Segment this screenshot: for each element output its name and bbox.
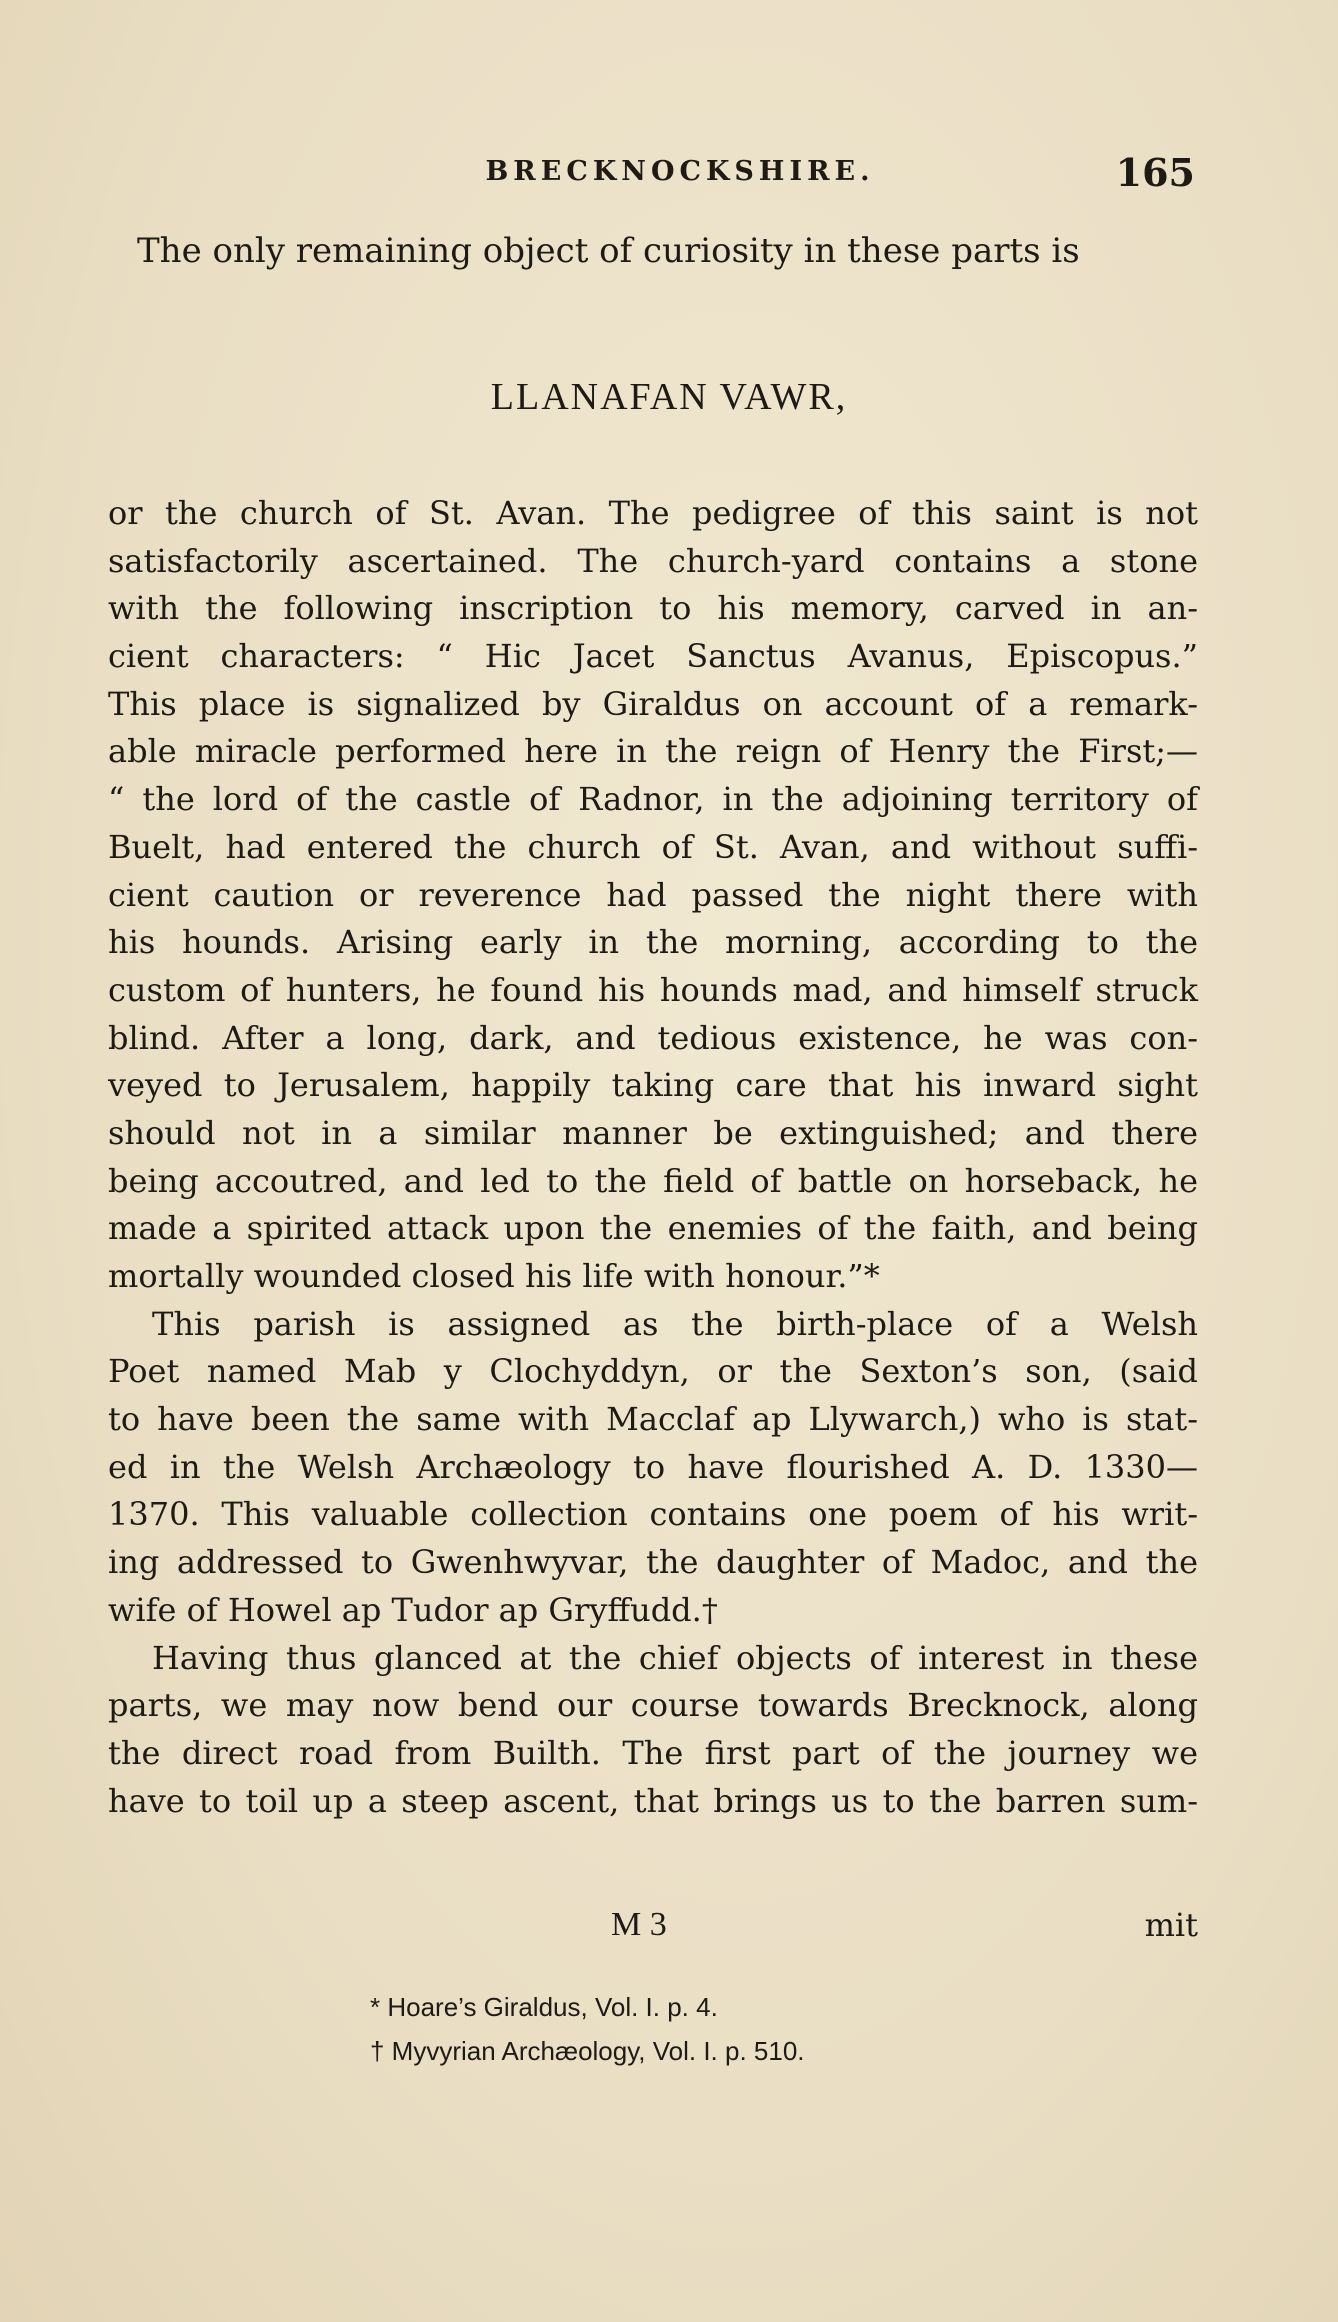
text-line: with the following inscription to his memory, carved in an- [108,589,1198,628]
text-line: cient caution or reverence had passed the night there with [108,875,1198,914]
text-line: blind. After a long, dark, and tedious existence, he was con- [108,1018,1198,1057]
text-line: mortally wounded closed his life with honour.”* [108,1257,880,1295]
text-line: veyed to Jerusalem, happily taking care that his inward sight [108,1066,1198,1105]
text-line: his hounds. Arising early in the morning, according to the [108,923,1198,962]
text-line: to have been the same with Macclaf ap Llywarch,) who is stat- [108,1400,1198,1439]
text-line: parts, we may now bend our course towards Brecknock, along [108,1686,1198,1725]
text-line: This parish is assigned as the birth-place of a Welsh [152,1304,1198,1343]
text-line: should not in a similar manner be extinguished; and there [108,1113,1198,1152]
running-head-title: BRECKNOCKSHIRE. [485,156,875,187]
signature-mark: M 3 [611,1906,667,1943]
footnotes [370,1985,1070,2073]
text-line: This place is signalized by Giraldus on account of a remark- [108,684,1198,723]
running-head [105,150,1195,200]
text-line: ed in the Welsh Archæology to have flourished A. D. 1330— [108,1447,1198,1486]
text-line: being accoutred, and led to the field of battle on horseback, he [108,1161,1198,1200]
text-line: made a spirited attack upon the enemies of the faith, and being [108,1209,1198,1248]
text-line: have to toil up a steep ascent, that brings us to the barren sum- [108,1781,1198,1820]
footnote: * Hoare’s Giraldus, Vol. I. p. 4. [370,1992,718,2022]
text-line: Buelt, had entered the church of St. Avan, and without suffi- [108,827,1198,866]
text-line: cient characters: “ Hic Jacet Sanctus Avanus, Episcopus.” [108,637,1198,676]
text-line: wife of Howel ap Tudor ap Gryffudd.† [108,1590,718,1629]
text-line: custom of hunters, he found his hounds mad, and himself struck [108,970,1198,1009]
text-line: the direct road from Builth. The first part of the journey we [108,1733,1198,1772]
text-line: satisfactorily ascertained. The church-yard contains a stone [108,541,1198,580]
text-line: able miracle performed here in the reign of Henry the First;— [108,732,1198,771]
section-heading: LLANAFAN VAWR, [490,376,848,418]
body-text [108,490,1198,1825]
text-line: ing addressed to Gwenhwyvar, the daughter of Madoc, and the [108,1543,1198,1582]
opening-line: The only remaining object of curiosity in these parts is [137,231,1080,271]
page-number: 165 [1115,150,1195,195]
footnote: † Myvyrian Archæology, Vol. I. p. 510. [370,2036,805,2066]
text-line: or the church of St. Avan. The pedigree of this saint is not [108,494,1198,532]
catchword: mit [1144,1906,1198,1944]
signature-line [108,1906,1198,1956]
text-line: Having thus glanced at the chief objects of interest in these [152,1638,1198,1677]
text-line: “ the lord of the castle of Radnor, in the adjoining territory of [108,780,1198,819]
text-line: 1370. This valuable collection contains one poem of his writ- [108,1495,1198,1534]
text-line: Poet named Mab y Clochyddyn, or the Sexton’s son, (said [108,1352,1198,1391]
